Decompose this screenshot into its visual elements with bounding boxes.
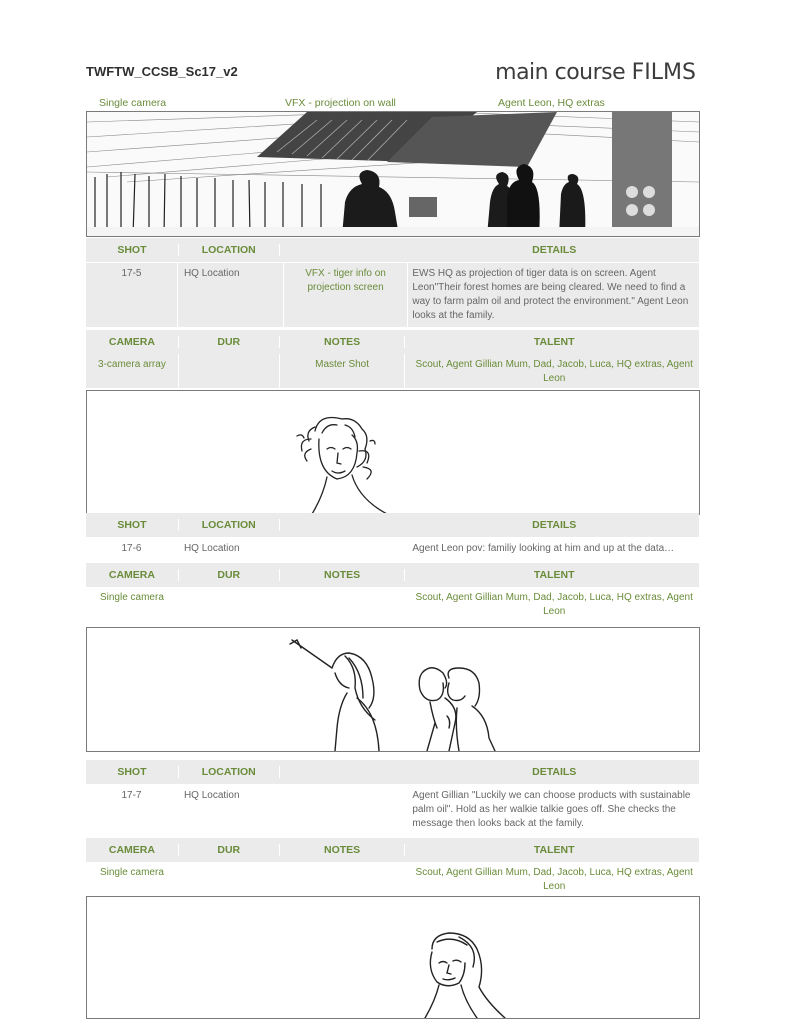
camera-header: CAMERA (86, 336, 179, 348)
shot-number: 17-5 (86, 263, 178, 327)
shot-number: 17-7 (86, 785, 178, 835)
camera-value: Single camera (86, 862, 179, 894)
shot-details: Agent Gillian "Luckily we can choose products with sustainable palm oil". Hold as her walkie talkie goes off. She checks the message then looks back at the family. (412, 790, 691, 829)
brand-films: FILMS (631, 60, 696, 85)
camera-value: 3-camera array (86, 354, 179, 388)
talent-value: Scout, Agent Gillian Mum, Dad, Jacob, Luca, HQ extras, Agent Leon (415, 592, 693, 617)
brand-main: main course (495, 60, 632, 85)
top-camera-label: Single camera (99, 97, 167, 109)
storyboard-frame-2 (86, 390, 700, 515)
storyboard-frame-4 (86, 896, 700, 1019)
shot-row-17-5 (86, 263, 699, 327)
dur-header: DUR (179, 569, 280, 581)
notes-header: NOTES (280, 336, 406, 348)
talent-value: Scout, Agent Gillian Mum, Dad, Jacob, Luca, HQ extras, Agent Leon (415, 867, 693, 892)
shot-header: SHOT (86, 766, 179, 778)
shot-location: HQ Location (178, 538, 284, 562)
camera-row-17-7 (86, 862, 699, 894)
notes-value: Master Shot (280, 354, 406, 388)
sketch-woman-closeup (87, 391, 699, 514)
camera-header-row-1 (86, 330, 699, 354)
sketch-family-looking-up (87, 628, 699, 751)
location-header: LOCATION (179, 766, 280, 778)
notes-value (280, 587, 406, 623)
camera-value: Single camera (86, 587, 179, 623)
dur-header: DUR (179, 336, 280, 348)
camera-header: CAMERA (86, 844, 179, 856)
storyboard-frame-3 (86, 627, 700, 752)
dur-header: DUR (179, 844, 280, 856)
sketch-agent-gillian (87, 897, 699, 1018)
camera-header-row-3 (86, 838, 699, 862)
details-header: DETAILS (532, 244, 577, 256)
camera-row-17-5 (86, 354, 699, 388)
details-header: DETAILS (532, 519, 577, 531)
notes-header: NOTES (280, 569, 406, 581)
details-header: DETAILS (532, 766, 577, 778)
shot-header-row-1 (86, 238, 699, 262)
shot-location: HQ Location (178, 785, 284, 835)
shot-row-17-6 (86, 538, 699, 562)
shot-vfx-note (284, 785, 409, 835)
shot-details: EWS HQ as projection of tiger data is on screen. Agent Leon"Their forest homes are being cleared. We need to find a way to farm palm oil and protect the environment." Agent Leon looks at the family. (412, 268, 689, 321)
dur-value (179, 587, 280, 623)
talent-header: TALENT (533, 844, 575, 856)
talent-header: TALENT (533, 569, 575, 581)
shot-header: SHOT (86, 244, 179, 256)
dur-value (179, 354, 280, 388)
document-title: TWFTW_CCSB_Sc17_v2 (86, 64, 238, 79)
talent-header: TALENT (533, 336, 575, 348)
camera-row-17-6 (86, 587, 699, 623)
shot-vfx-note: VFX - tiger info on projection screen (284, 263, 409, 327)
shot-header-row-3 (86, 760, 699, 784)
shot-location: HQ Location (178, 263, 284, 327)
storyboard-frame-1 (86, 111, 700, 237)
shot-number: 17-6 (86, 538, 178, 562)
notes-value (280, 862, 406, 894)
shot-row-17-7 (86, 785, 699, 835)
company-logo (495, 60, 696, 85)
top-notes-label: VFX - projection on wall (285, 97, 396, 109)
shot-header: SHOT (86, 519, 179, 531)
top-talent-label: Agent Leon, HQ extras (498, 97, 605, 109)
shot-header-row-2 (86, 513, 699, 537)
shot-vfx-note (284, 538, 409, 562)
talent-value: Scout, Agent Gillian Mum, Dad, Jacob, Luca, HQ extras, Agent Leon (415, 359, 693, 384)
location-header: LOCATION (179, 519, 280, 531)
sketch-hq-projection (87, 112, 699, 236)
camera-header-row-2 (86, 563, 699, 587)
notes-header: NOTES (280, 844, 406, 856)
location-header: LOCATION (179, 244, 280, 256)
dur-value (179, 862, 280, 894)
camera-header: CAMERA (86, 569, 179, 581)
shot-details: Agent Leon pov: familiy looking at him and up at the data… (412, 543, 675, 554)
